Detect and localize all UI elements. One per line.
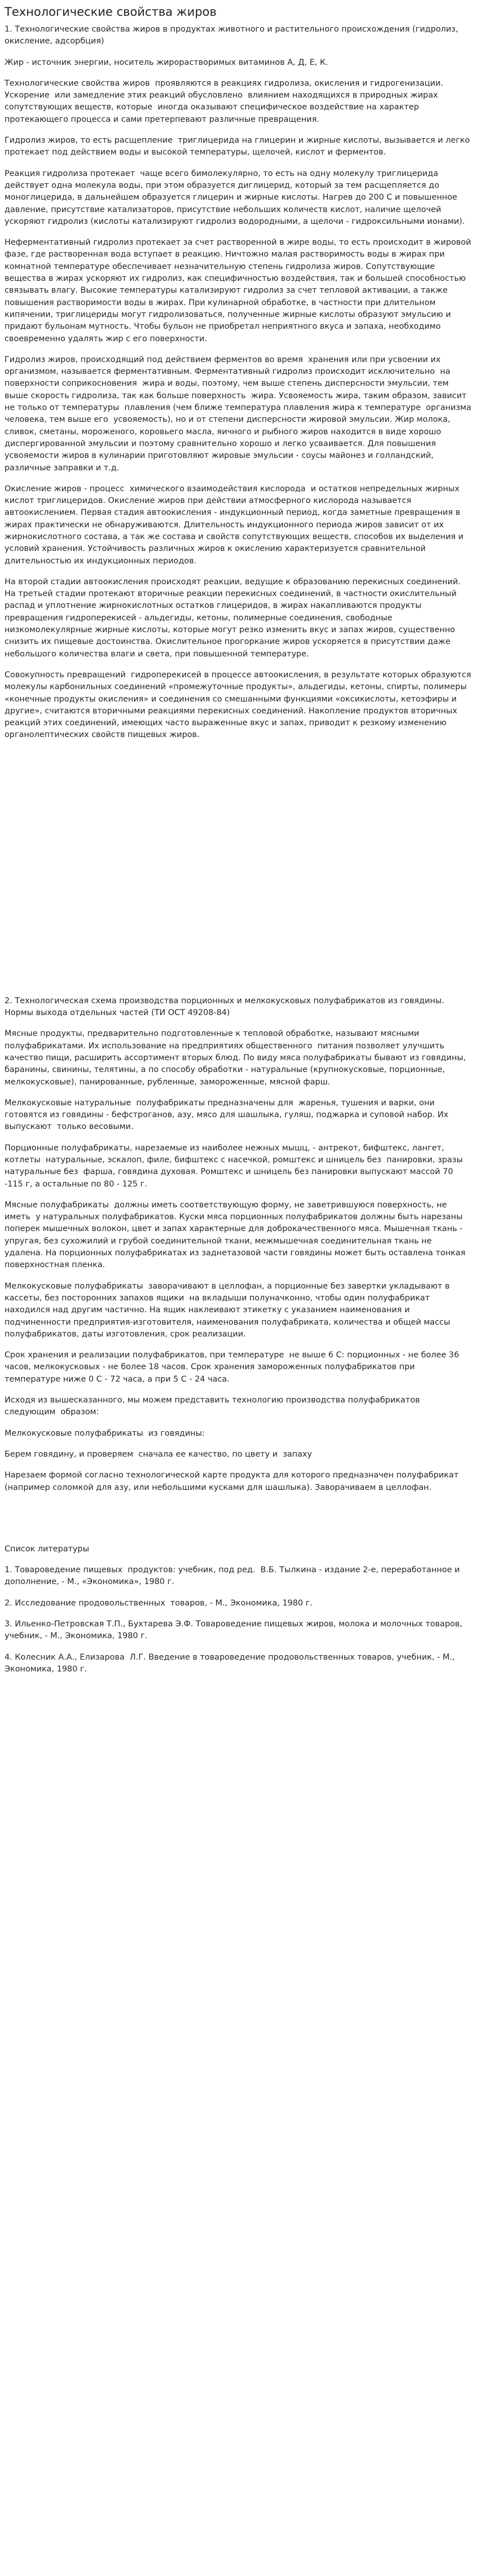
reference-item: 3. Ильенко-Петровская Т.П., Бухтарева Э.Ф. Товароведение пищевых жиров, молока и молочных товаров, учебник, - М., Экономика, 1980 г. bbox=[5, 1620, 465, 1641]
paragraph: Мясные продукты, предварительно подготовленные к тепловой обработке, называют мясными полуфабрикатами. Их использование на предприятиях общественного питания позволяет улучшить качество пищи, расширить ассортимент вторых блюд. По виду мяса полуфабрикаты бывают из говядины, баранины, свинины, телятины, а по способу обработки - натуральные (крупнокусковые, порционные, мелкокусковые), панированные, рубленные, замороженные, мясной фарш. bbox=[5, 1029, 469, 1087]
paragraph: Срок хранения и реализации полуфабрикатов, при температуре не выше 6 С: порционных - не более 36 часов, мелкокусковых - не более 18 часов. Срок хранения замороженных полуфабрикатов при температуре ниже 0 С - 72 часа, а при 5 С - 24 часа. bbox=[5, 1351, 462, 1384]
paragraph: Берем говядину, и проверяем сначала ее качество, по цвету и запаху bbox=[5, 1449, 312, 1459]
paragraph: Нарезаем формой согласно технологической карте продукта для которого предназначен полуфабрикат (например соломкой для азу, или небольшими кусками для шашлыка). Заворачиваем в целлофан. bbox=[5, 1471, 462, 1492]
references-heading: Список литературы bbox=[5, 1544, 89, 1554]
paragraph: Неферментативный гидролиз протекает за счет растворенной в жире воды, то есть происходит в жировой фазе, где растворенная вода вступает в реакцию. Ничтожно малая растворимость воды в жирах при комнатной температуре обеспечивает незначительную степень гидролиза жиров. Сопутствующие вещества в жирах ускоряют их гидролиз, как специфичностью воздействия, так и большей способностью связывать влагу. Высокие температуры катализируют гидролиз за счет тепловой активации, а также повышения растворимости воды в жирах. При кулинарной обработке, в частности при длительном кипячении, триглицериды могут гидролизоваться, полученные жирные кислоты образуют эмульсию и придают бульонам мутность. Чтобы бульон не приобретал неприятного вкуса и запаха, необходимо своевременно удалять жир с его поверхности. bbox=[5, 238, 474, 343]
paragraph: Совокупность превращений гидроперекисей в процессе автоокисления, в результате которых образуются молекулы карбонильных соединений «промежуточные продукты», альдегиды, кетоны, спирты, полимеры «конечные продукты окисления» и соединения со смешанными функциями «оксикислоты, кетоэфиры и другие», считаются вторичными реакциями перекисных соединений. Накопление продуктов вторичных реакций этих соединений, имеющих часто выраженные вкус и запах, приводит к резкому изменению органолептических свойств пищевых жиров. bbox=[5, 670, 474, 740]
section-heading: 2. Технологическая схема производства порционных и мелкокусковых полуфабрикатов из говядины. Нормы выхода отдельных частей (ТИ ОСТ 49208-84) bbox=[5, 996, 447, 1018]
paragraph: Жир - источник энергии, носитель жирорастворимых витаминов А, Д, Е, К. bbox=[5, 58, 328, 67]
paragraph: Реакция гидролиза протекает чаще всего бимолекулярно, то есть на одну молекулу триглицерида действует одна молекула воды, при этом образуется диглицерид, который за тем расщепляется до моноглицерида, в дальнейшем образуется глицерин и жирные кислоты. Нагрев до 200 С и повышенное давление, присутствие катализаторов, присутствие небольших количеств кислот, наличие щелочей ускоряют гидролиз (кислоты катализируют гидролиз водородными, а щелочи - гидроксильными ионами). bbox=[5, 169, 465, 226]
references-section bbox=[5, 1543, 472, 1675]
paragraph: Окисление жиров - процесс химического взаимодействия кислорода и остатков непредельных жирных кислот триглицеридов. Окисление жиров при действии атмосферного кислорода называется автоокислением. Первая стадия автоокисления - индукционный период, когда заметные превращения в жирах практически не обнаруживаются. Длительность индукционного периода жиров зависит от их жирнокислотного состава, а так же состава и свойств сопутствующих веществ, способов их выделения и условий хранения. Устойчивость различных жиров к окислению характеризуется сравнительной длительностью их индукционных периодов. bbox=[5, 484, 466, 566]
section-heading: 1. Технологические свойства жиров в продуктах животного и растительного происхождения (гидролиз, окисление, адсорбция) bbox=[5, 25, 461, 46]
section-semi-finished-products bbox=[5, 995, 472, 1494]
section-fat-properties bbox=[5, 24, 472, 742]
page-title: Технологические свойства жиров bbox=[5, 5, 217, 19]
paragraph: Технологические свойства жиров проявляются в реакциях гидролиза, окисления и гидрогенизации. Ускорение или замедление этих реакций обусловлено влиянием находящихся в природных жирах сопутствующих веществ, которые иногда оказывают специфическое воздействие на характер протекающего процесса и сами претерпевают различные превращения. bbox=[5, 78, 446, 124]
paragraph: Мелкокусковые полуфабрикаты заворачивают в целлофан, а порционные без завертки укладывают в кассеты, без посторонних запахов ящики на вкладыши полуначконно, чтобы один полуфабрикат находился над другим частично. На ящик наклеивают этикетку с указанием наименования и подчиненности предприятия-изготовителя, наименования полуфабриката, количества и общей массы полуфабрикатов, даты изготовления, срок реализации. bbox=[5, 1281, 453, 1339]
paragraph: Мясные полуфабрикаты должны иметь соответствующую форму, не заветрившуюся поверхность, не иметь у натуральных полуфабрикатов. Куски мяса порционных полуфабрикатов должны быть нарезаны поперек мышечных волокон, цвет и запах характерные для доброкачественного мяса. Мышечная ткань - упругая, без сухожилий и грубой соединительной ткани, межмышечная соединительная ткань не удалена. На порционных полуфабрикатах из заднетазовой части говядины может быть оставлена тонкая поверхностная пленка. bbox=[5, 1200, 468, 1270]
paragraph: Гидролиз жиров, то есть расщепление триглицерида на глицерин и жирные кислоты, вызывается и легко протекает под действием воды и высокой температуры, щелочей, кислот и ферментов. bbox=[5, 136, 473, 157]
paragraph: Мелкокусковые натуральные полуфабрикаты предназначены для жаренья, тушения и варки, они готовятся из говядины - бефстроганов, азу, мясо для шашлыка, гуляш, поджарка и суповой набор. Их выпускают только весовыми. bbox=[5, 1098, 451, 1132]
reference-item: 4. Колесник А.А., Елизарова Л.Г. Введение в товароведение продовольственных товаров, учебник, - М., Экономика, 1980 г. bbox=[5, 1652, 458, 1674]
paragraph: Порционные полуфабрикаты, нарезаемые из наиболее нежных мышц, - антрекот, бифштекс, лангет, котлеты натуральные, эскалоп, филе, бифштекс с насечкой, ромштекс и шницель без панировки, зразы натуральные без фарша, говядина духовая. Ромштекс и шницель без панировки выпускают массой 70 -115 г, а остальные по 80 - 125 г. bbox=[5, 1143, 466, 1189]
paragraph: Гидролиз жиров, происходящий под действием ферментов во время хранения или при усвоении их организмом, называется ферментативным. Ферментативный гидролиз происходит исключительно на поверхности соприкосновения жира и воды, поэтому, чем выше степень дисперсности эмульсии, тем выше скорость гидролиза, так как больше поверхность жира. Усвояемость жира, таким образом, зависит не только от температуры плавления (чем ближе температура плавления жира к температуре организма человека, тем выше его усвояемость), но и от степени дисперсности жировой эмульсии. Жир молока, сливок, сметаны, мороженого, коровьего масла, яичного и рыбного жиров находится в виде хорошо диспергированной эмульсии и поэтому сравнительно хорошо и легко усваивается. Для повышения усвояемости жиров в кулинарии приготовляют жировые эмульсии - соусы майонез и голландский, различные заправки и т.д. bbox=[5, 355, 474, 473]
reference-item: 2. Исследование продовольственных товаров, - М., Экономика, 1980 г. bbox=[5, 1598, 313, 1608]
paragraph: На второй стадии автоокисления происходят реакции, ведущие к образованию перекисных соединений. На третьей стадии протекают вторичные реакции перекисных соединений, в частности окислительный распад и уплотнение жирнокислотных остатков глицеридов, в жирах накапливаются продукты превращения гидроперекисей - альдегиды, кетоны, полимерные соединения, свободные низкомолекулярные жирные кислоты, которые могут резко изменить вкус и запах жиров, существенно снизить их пищевые достоинства. Окислительное прогоркание жиров ускоряется в присутствии даже небольшого количества влаги и света, при повышенной температуре. bbox=[5, 577, 463, 659]
paragraph: Исходя из вышесказанного, мы можем представить технологию производства полуфабрикатов следующим образом: bbox=[5, 1396, 423, 1417]
paragraph: Мелкокусковые полуфабрикаты из говядины: bbox=[5, 1428, 205, 1438]
reference-item: 1. Товароведение пищевых продуктов: учебник, под ред. В.Б. Тылкина - издание 2-е, переработанное и дополнение, - М., «Экономика», 1980 г. bbox=[5, 1565, 463, 1587]
